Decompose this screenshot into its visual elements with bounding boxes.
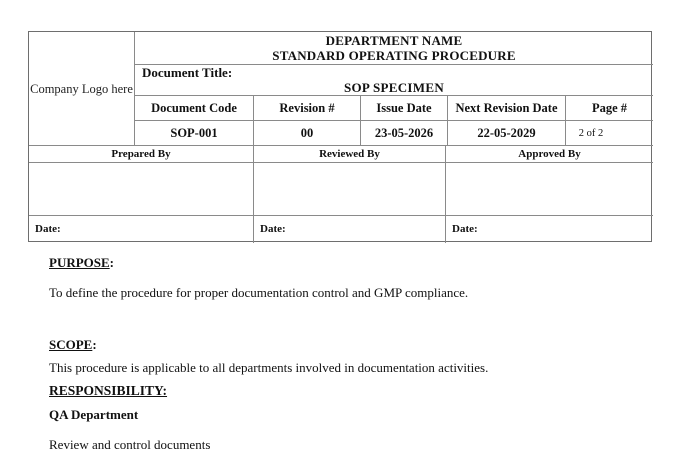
document-title-value: SOP SPECIMEN <box>343 80 445 95</box>
value-next-revision-date: 22-05-2029 <box>477 125 536 140</box>
department-name: DEPARTMENT NAME <box>325 33 463 48</box>
col-header-next-revision-date: Next Revision Date <box>455 100 558 115</box>
sig-header-approved-by: Approved By <box>518 148 581 160</box>
date-reviewed: Date: <box>260 223 286 235</box>
purpose-text: To define the procedure for proper documentation control and GMP compliance. <box>49 285 469 300</box>
sig-header-reviewed-by: Reviewed By <box>319 148 380 160</box>
scope-text: This procedure is applicable to all departments involved in documentation activities. <box>49 360 489 375</box>
sop-header-table <box>28 31 652 242</box>
value-revision: 00 <box>300 125 314 140</box>
col-header-page: Page # <box>591 100 628 115</box>
value-page-number: 2 of 2 <box>578 127 604 139</box>
company-logo-text: Company Logo here <box>30 81 133 96</box>
qa-department-heading: QA Department <box>49 407 139 422</box>
sig-header-prepared-by: Prepared By <box>111 148 171 160</box>
procedure-type: STANDARD OPERATING PROCEDURE <box>272 48 516 63</box>
signature-box-approved <box>446 163 653 215</box>
signature-box-prepared <box>29 163 253 215</box>
value-document-code: SOP-001 <box>170 125 218 140</box>
qa-department-text: Review and control documents <box>49 437 211 452</box>
col-header-revision: Revision # <box>279 100 335 115</box>
date-prepared: Date: <box>35 223 61 235</box>
value-issue-date: 23-05-2026 <box>374 125 434 140</box>
document-title-label: Document Title: <box>142 65 233 80</box>
col-header-issue-date: Issue Date <box>376 100 432 115</box>
col-header-document-code: Document Code <box>151 100 237 115</box>
purpose-heading: PURPOSE: <box>49 255 115 270</box>
company-logo-placeholder <box>29 32 134 145</box>
scope-heading: SCOPE: <box>49 337 97 352</box>
responsibility-heading: RESPONSIBILITY: <box>49 383 168 398</box>
date-approved: Date: <box>452 223 478 235</box>
signature-box-reviewed <box>254 163 445 215</box>
department-block <box>135 32 653 64</box>
